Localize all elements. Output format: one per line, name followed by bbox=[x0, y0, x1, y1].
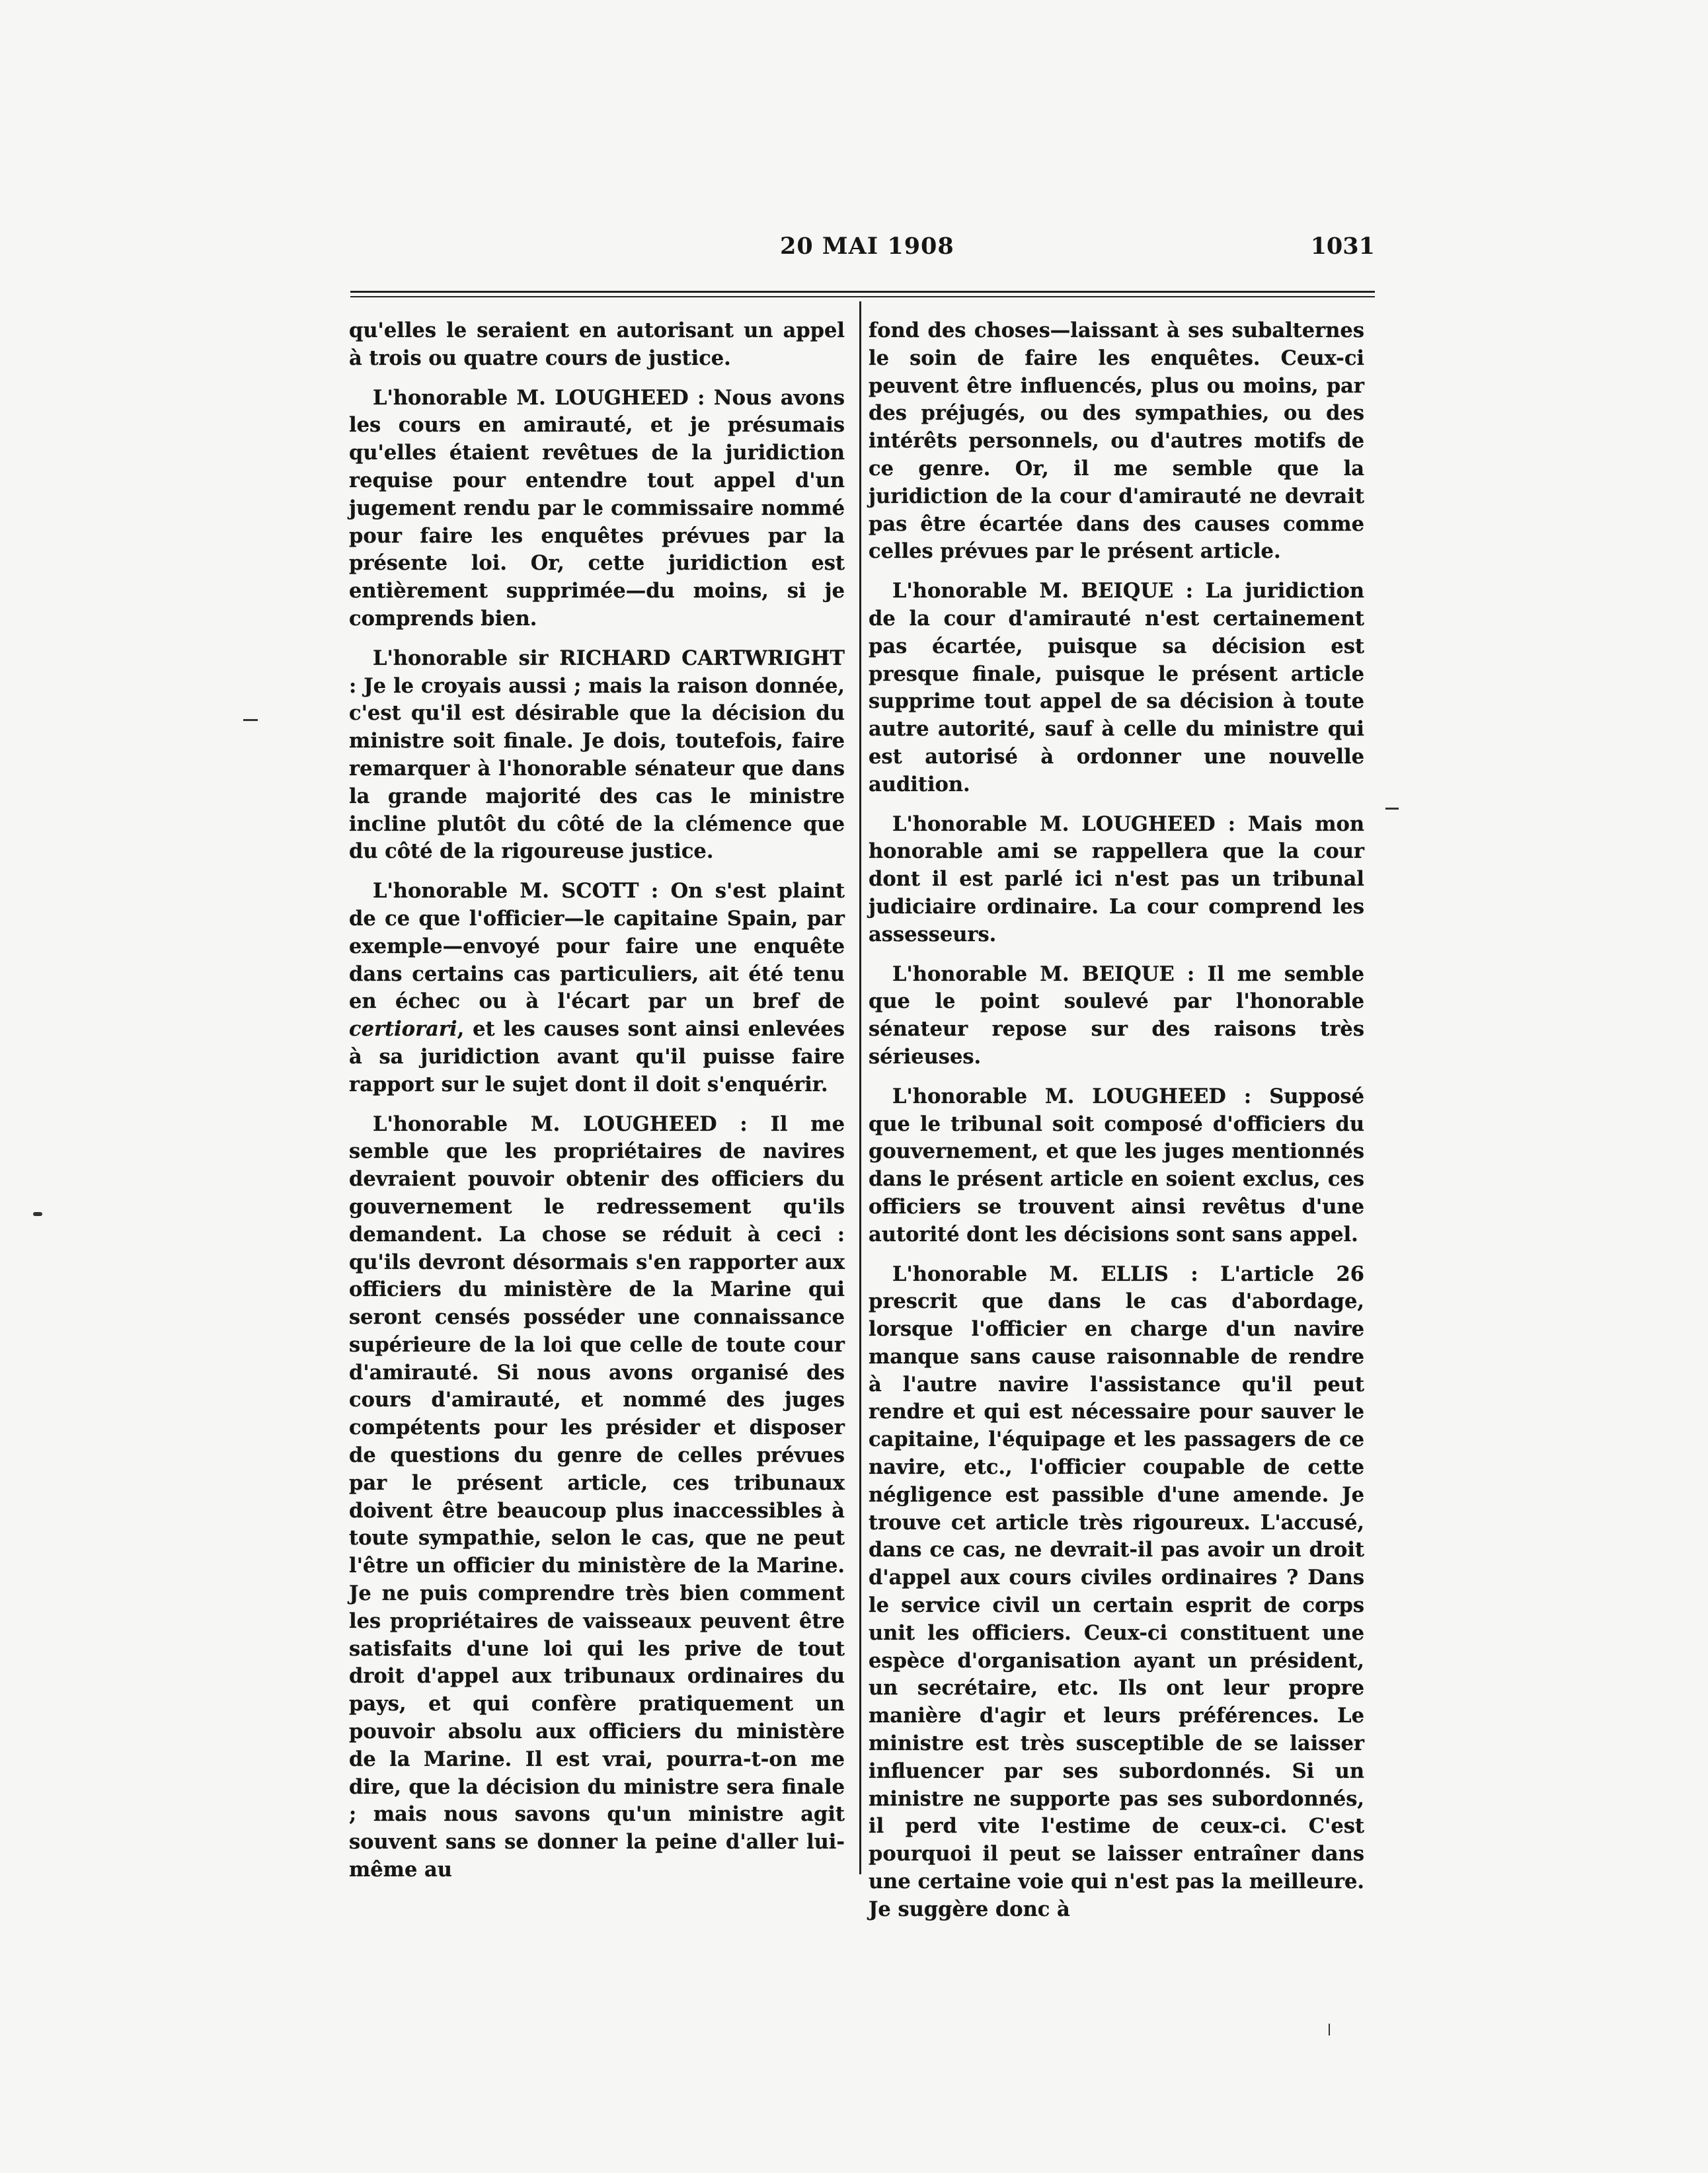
paragraph bbox=[869, 317, 1364, 566]
paragraph-text: On s'est plaint de ce que l'officier—le capitaine Spain, par exemple—envoyé pour faire une enquête dans certains cas particuliers, ait été tenu en échec ou à l'écart par un bref de bbox=[349, 879, 845, 1014]
scan-mark bbox=[33, 1212, 42, 1216]
paragraph bbox=[869, 1083, 1364, 1249]
paragraph-text: Supposé que le tribunal soit composé d'officiers du gouvernement, et que les juges mentionnés dans le présent article en soient exclus, ces officiers se trouvent ainsi revêtus d'une autorité dont les décisions sont sans appel. bbox=[869, 1084, 1364, 1246]
paragraph-text: Mais mon honorable ami se rappellera que la cour dont il est parlé ici n'est pas un tribunal judiciaire ordinaire. La cour comprend les assesseurs. bbox=[869, 812, 1364, 946]
right-column bbox=[869, 317, 1364, 1936]
speaker-name: L'honorable M. BEIQUE : bbox=[892, 962, 1195, 986]
speaker-name: L'honorable sir RICHARD CARTWRIGHT : bbox=[349, 646, 845, 698]
speaker-name: L'honorable M. BEIQUE : bbox=[892, 579, 1194, 603]
speaker-name: L'honorable M. LOUGHEED : bbox=[892, 812, 1235, 836]
paragraph bbox=[869, 1261, 1364, 1924]
paragraph bbox=[349, 645, 845, 866]
paragraph bbox=[869, 578, 1364, 798]
paragraph bbox=[349, 1111, 845, 1884]
paragraph-text: Je le croyais aussi ; mais la raison donnée, c'est qu'il est désirable que la décision du ministre soit finale. Je dois, toutefois, faire remarquer à l'honorable sénateur que dans la grande majorité des cas le ministre incline plutôt du côté de la clémence que du côté de la rigoureuse justice. bbox=[349, 673, 845, 864]
left-column bbox=[349, 317, 845, 1896]
paragraph-text: Nous avons les cours en amirauté, et je présumais qu'elles étaient revêtues de la juridiction requise pour entendre tout appel d'un jugement rendu par le commissaire nommé pour faire les enquêtes prévues par la présente loi. Or, cette juridiction est entièrement supprimée—du moins, si je comprends bien. bbox=[349, 385, 845, 630]
paragraph-text: L'article 26 prescrit que dans le cas d'abordage, lorsque l'officier en charge d'un navire manque sans cause raisonnable de rendre à l'autre navire l'assistance qu'il peut rendre et qui est nécessaire pour sauver le capitaine, l'équipage et les passagers de ce navire, etc., l'officier coupable de cette négligence est passible d'une amende. Je trouve cet article très rigoureux. L'accusé, dans ce cas, ne devrait-il pas avoir un droit d'appel aux cours civiles ordinaires ? Dans le service civil un certain esprit de corps unit les officiers. Ceux-ci constituent une espèce d'organisation ayant un président, un secrétaire, etc. Ils ont leur propre manière d'agir et leurs préférences. Le ministre est très susceptible de se laisser influencer par ses subordonnés. Si un ministre ne supporte pas ses subordonnés, il perd vite l'estime de ceux-ci. C'est pourquoi il peut se laisser entraîner dans une certaine voie qui n'est pas la meilleure. Je suggère donc à bbox=[869, 1262, 1364, 1921]
paragraph bbox=[349, 317, 845, 373]
page-date: 20 MAI 1908 bbox=[780, 233, 954, 260]
speaker-name: L'honorable M. ELLIS : bbox=[892, 1262, 1198, 1286]
paragraph-text: fond des choses—laissant à ses subalternes le soin de faire les enquêtes. Ceux-ci peuvent être influencés, plus ou moins, par des préjugés, ou des sympathies, ou des intérêts personnels, ou d'autres motifs de ce genre. Or, il me semble que la juridiction de la cour d'amirauté ne devrait pas être écartée dans des causes comme celles prévues par le présent article. bbox=[869, 319, 1364, 564]
paragraph bbox=[869, 811, 1364, 949]
speaker-name: L'honorable M. LOUGHEED : bbox=[892, 1084, 1252, 1108]
paragraph-text: Il me semble que le point soulevé par l'honorable sénateur repose sur des raisons très sérieuses. bbox=[869, 962, 1364, 1069]
speaker-name: L'honorable M. SCOTT : bbox=[373, 879, 659, 903]
italic-term: certiorari bbox=[349, 1017, 457, 1042]
speaker-name: L'honorable M. LOUGHEED : bbox=[373, 385, 705, 410]
header-rule bbox=[350, 291, 1375, 293]
paragraph bbox=[349, 385, 845, 633]
paragraph bbox=[349, 878, 845, 1098]
scan-mark bbox=[1329, 2024, 1330, 2036]
column-divider bbox=[859, 301, 861, 1874]
header-rule-secondary bbox=[350, 296, 1375, 297]
paragraph bbox=[869, 961, 1364, 1071]
paragraph-text: Il me semble que les propriétaires de navires devraient pouvoir obtenir des officiers du gouvernement le redressement qu'ils demandent. La chose se réduit à ceci : qu'ils devront désormais s'en rapporter aux officiers du ministère de la Marine qui seront censés posséder une connaissance supérieure de la loi que celle de toute cour d'amirauté. Si nous avons organisé des cours d'amirauté, et nommé des juges compétents pour les présider et disposer de questions du genre de celles prévues par le présent article, ces tribunaux doivent être beaucoup plus inaccessibles à toute sympathie, selon le cas, que ne peut l'être un officier du ministère de la Marine. Je ne puis comprendre très bien comment les propriétaires de vaisseaux peuvent être satisfaits d'une loi qui les prive de tout droit d'appel aux tribunaux ordinaires du pays, et qui confère pratiquement un pouvoir absolu aux officiers du ministère de la Marine. Il est vrai, pourra-t-on me dire, que la décision du ministre sera finale ; mais nous savons qu'un ministre agit souvent sans se donner la peine d'aller lui-même au bbox=[349, 1112, 845, 1882]
page-number: 1031 bbox=[1310, 233, 1375, 260]
paragraph-text: , et les causes sont ainsi enlevées à sa juridiction avant qu'il puisse faire rapport sur le sujet dont il doit s'enquérir. bbox=[349, 1017, 845, 1096]
paragraph-text: qu'elles le seraient en autorisant un appel à trois ou quatre cours de justice. bbox=[349, 319, 845, 370]
speaker-name: L'honorable M. LOUGHEED : bbox=[373, 1112, 748, 1136]
paragraph-text: La juridiction de la cour d'amirauté n'est certainement pas écartée, puisque sa décision est presque finale, puisque le présent article supprime tout appel de sa décision à toute autre autorité, sauf à celle du ministre qui est autorisé à ordonner une nouvelle audition. bbox=[869, 579, 1364, 796]
scan-mark bbox=[243, 719, 258, 721]
scan-mark bbox=[1385, 808, 1399, 810]
page-header bbox=[350, 233, 1375, 272]
